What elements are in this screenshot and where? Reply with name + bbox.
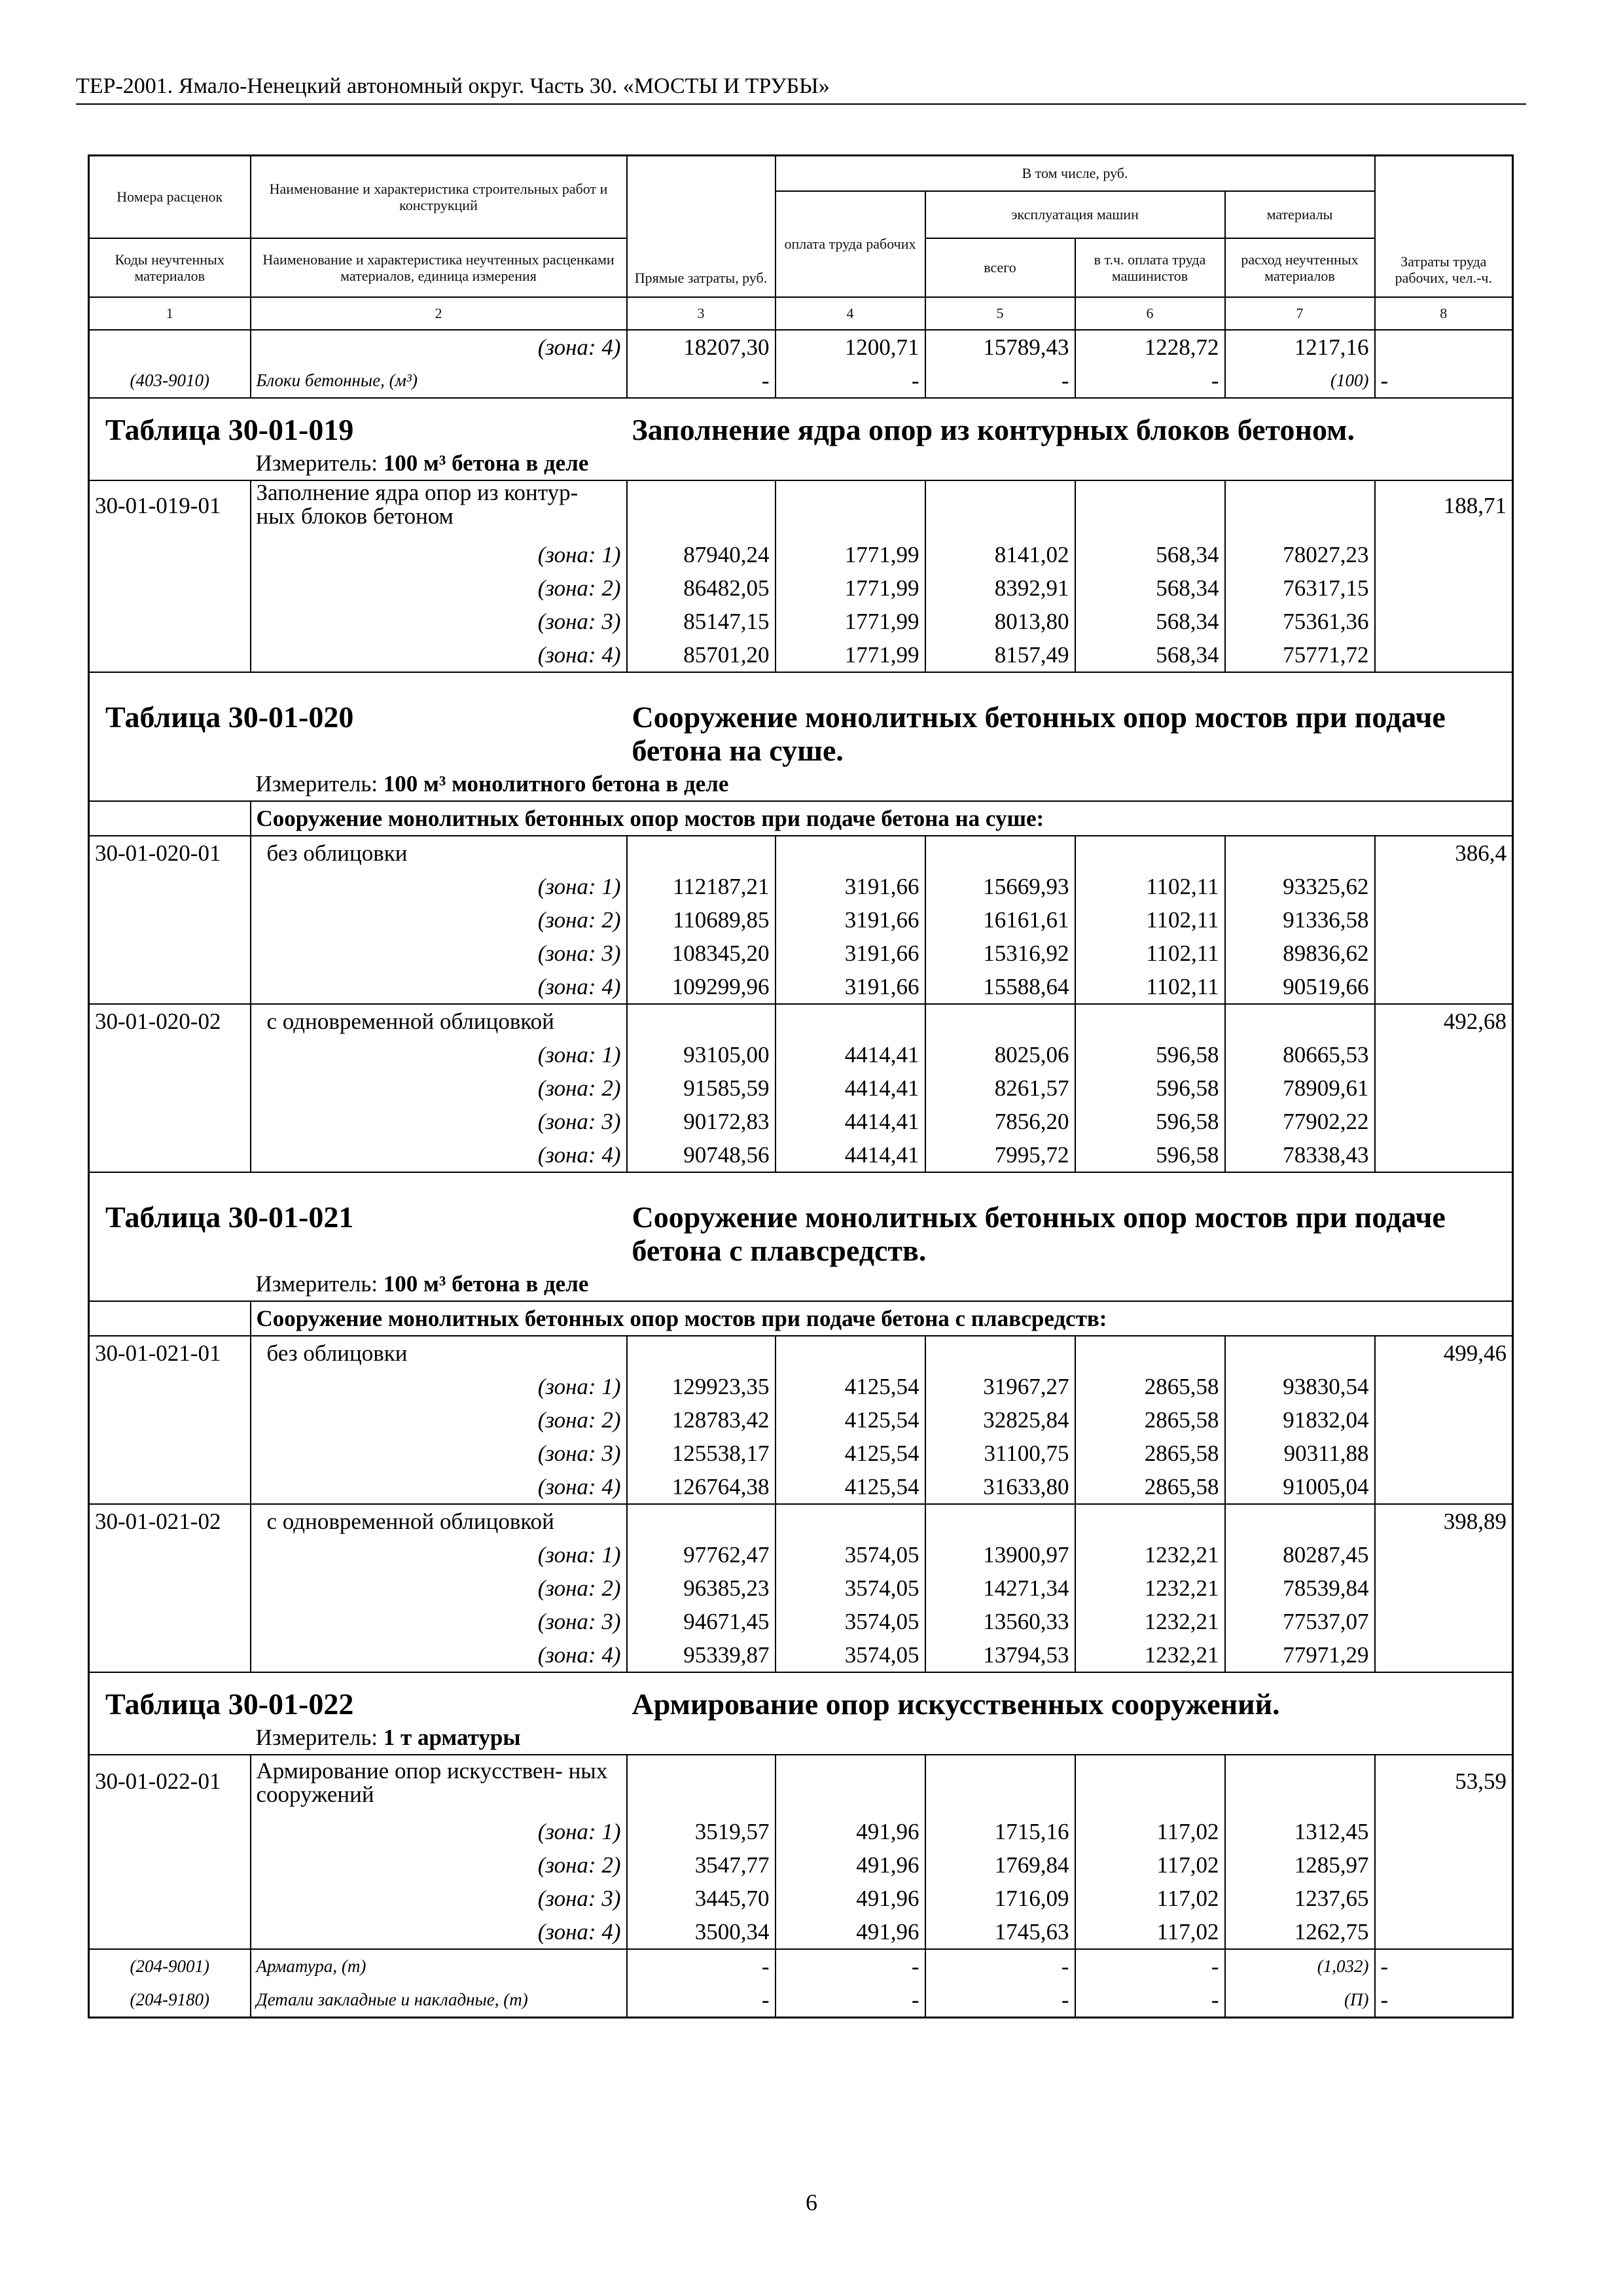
labor-value: 499,46 — [1375, 1336, 1513, 1370]
cell-value: (100) — [1225, 364, 1375, 398]
cell-value: 8157,49 — [925, 638, 1075, 672]
cell-value: - — [1075, 364, 1225, 398]
cell-value: 93105,00 — [627, 1038, 776, 1071]
cell-value: 1228,72 — [1075, 330, 1225, 364]
column-number: 3 — [627, 297, 776, 330]
cell-value: 4414,41 — [776, 1038, 925, 1071]
zone-label: (зона: 4) — [251, 1915, 627, 1949]
rate-code: 30-01-022-01 — [89, 1755, 251, 1815]
cell-value: 96385,23 — [627, 1571, 776, 1605]
cell-value: 3574,05 — [776, 1605, 925, 1638]
cell-value: 77902,22 — [1225, 1105, 1375, 1138]
cell-value: 77971,29 — [1225, 1638, 1375, 1672]
measure-row — [89, 446, 1513, 480]
table-title-row — [89, 1672, 1513, 1721]
zone-label: (зона: 3) — [251, 1882, 627, 1915]
cell-value: 2865,58 — [1075, 1470, 1225, 1504]
col2-bottom-header: Наименование и характеристика неучтенных расценками материалов, единица измерения — [251, 238, 627, 297]
table-title: Таблица 30-01-020 — [89, 672, 627, 767]
zone-row — [89, 1370, 1513, 1403]
cell-value: 85147,15 — [627, 605, 776, 638]
zone-label: (зона: 3) — [251, 937, 627, 970]
page-number: 6 — [806, 2189, 817, 2215]
cell-value: 596,58 — [1075, 1038, 1225, 1071]
col1-top-header: Номера расценок — [89, 156, 251, 238]
table-description: Заполнение ядра опор из контурных блоков бетоном. — [627, 398, 1513, 446]
table-title: Таблица 30-01-022 — [89, 1672, 627, 1721]
measure-label: Измеритель: — [255, 770, 378, 797]
cell-value: - — [1375, 1949, 1513, 1983]
cell-value: (1,032) — [1225, 1949, 1375, 1983]
cell-value: 125538,17 — [627, 1437, 776, 1470]
cell-value: 90311,88 — [1225, 1437, 1375, 1470]
cell-value: - — [925, 1949, 1075, 1983]
item-row — [89, 1336, 1513, 1370]
cell-value: 129923,35 — [627, 1370, 776, 1403]
cell-value: 3574,05 — [776, 1571, 925, 1605]
zone-row — [89, 870, 1513, 903]
zone-label: (зона: 1) — [251, 1038, 627, 1071]
cell-value: 31633,80 — [925, 1470, 1075, 1504]
resource-name: Детали закладные и накладные, (т) — [251, 1983, 627, 2018]
zone-label: (зона: 1) — [251, 870, 627, 903]
zone-row — [89, 571, 1513, 605]
zone-label: (зона: 3) — [251, 1605, 627, 1638]
zone-row — [89, 1638, 1513, 1672]
cell-value: 1232,21 — [1075, 1538, 1225, 1571]
cell-value: 2865,58 — [1075, 1403, 1225, 1437]
zone-row — [89, 605, 1513, 638]
measure-value: 100 м³ бетона в деле — [383, 1270, 589, 1297]
column-number: 4 — [776, 297, 925, 330]
measure-row — [89, 1721, 1513, 1755]
cell-value: 8261,57 — [925, 1071, 1075, 1105]
cell-value: 1745,63 — [925, 1915, 1075, 1949]
zone-row — [89, 1915, 1513, 1949]
section-row — [89, 801, 1513, 836]
resource-name: Арматура, (т) — [251, 1949, 627, 1983]
cell-value: - — [925, 1983, 1075, 2018]
direct-costs-header: Прямые затраты, руб. — [627, 156, 776, 297]
cell-value: 491,96 — [776, 1915, 925, 1949]
cell-value: 90748,56 — [627, 1138, 776, 1172]
cell-value: 89836,62 — [1225, 937, 1375, 970]
cell-value: 2865,58 — [1075, 1437, 1225, 1470]
cell-value: 1262,75 — [1225, 1915, 1375, 1949]
cell-value: 4414,41 — [776, 1071, 925, 1105]
rate-name: Заполнение ядра опор из контур- ных блоков бетоном — [251, 480, 627, 538]
cell-value: 91336,58 — [1225, 903, 1375, 937]
table-description: Сооружение монолитных бетонных опор мостов при подаче бетона с плавсредств. — [627, 1172, 1513, 1267]
unaccounted-header: расход неучтенных материалов — [1225, 238, 1375, 297]
zone-row — [89, 903, 1513, 937]
zone-label: (зона: 1) — [251, 538, 627, 571]
cell-value: 1217,16 — [1225, 330, 1375, 364]
measure — [251, 1267, 1513, 1301]
cell-value: 15316,92 — [925, 937, 1075, 970]
cell-value: 1200,71 — [776, 330, 925, 364]
cell-value: 78338,43 — [1225, 1138, 1375, 1172]
cell-value: 1102,11 — [1075, 870, 1225, 903]
zone-row — [89, 1038, 1513, 1071]
cell-value: 75361,36 — [1225, 605, 1375, 638]
item-row — [89, 1004, 1513, 1038]
cell-value: 15588,64 — [925, 970, 1075, 1004]
cell-value: 1285,97 — [1225, 1848, 1375, 1882]
zone-label: (зона: 2) — [251, 1848, 627, 1882]
cell-value: 1232,21 — [1075, 1571, 1225, 1605]
cell-value: 568,34 — [1075, 638, 1225, 672]
cell-value: 3519,57 — [627, 1815, 776, 1848]
cell-value: 15669,93 — [925, 870, 1075, 903]
cell-value: - — [627, 1983, 776, 2018]
cell-value: 3500,34 — [627, 1915, 776, 1949]
cell-value: 1771,99 — [776, 638, 925, 672]
measure-value: 1 т арматуры — [383, 1724, 521, 1750]
item-row — [89, 1755, 1513, 1815]
cell-value: - — [627, 1949, 776, 1983]
cell-value: 4125,54 — [776, 1470, 925, 1504]
cell-value: 117,02 — [1075, 1882, 1225, 1915]
cell-value: 596,58 — [1075, 1138, 1225, 1172]
zone-row — [89, 1105, 1513, 1138]
rate-code: 30-01-020-01 — [89, 836, 251, 870]
cell-value: 117,02 — [1075, 1848, 1225, 1882]
cell-value: (П) — [1225, 1983, 1375, 2018]
measure-label: Измеритель: — [255, 1270, 378, 1297]
cell-value: 4125,54 — [776, 1370, 925, 1403]
zone-row — [89, 970, 1513, 1004]
zone-label: (зона: 1) — [251, 1815, 627, 1848]
cell-value: 76317,15 — [1225, 571, 1375, 605]
cell-value: 491,96 — [776, 1815, 925, 1848]
cell-value: 91005,04 — [1225, 1470, 1375, 1504]
col1-bottom-header: Коды неучтенных материалов — [89, 238, 251, 297]
zone-label: (зона: 1) — [251, 1538, 627, 1571]
zone-row — [89, 1470, 1513, 1504]
zone-row — [89, 1538, 1513, 1571]
zone-label: (зона: 4) — [251, 1138, 627, 1172]
cell-value: 18207,30 — [627, 330, 776, 364]
cell-value: 85701,20 — [627, 638, 776, 672]
item-row — [89, 480, 1513, 538]
col2-top-header: Наименование и характеристика строительных работ и конструкций — [251, 156, 627, 238]
cell-value: 3191,66 — [776, 970, 925, 1004]
zone-label: (зона: 2) — [251, 1071, 627, 1105]
cell-value: 8013,80 — [925, 605, 1075, 638]
zone-row — [89, 1848, 1513, 1882]
cell-value: - — [776, 364, 925, 398]
resource-row — [89, 1949, 1513, 1983]
cell-value: - — [627, 364, 776, 398]
cell-value: 3445,70 — [627, 1882, 776, 1915]
cell-value: 1102,11 — [1075, 970, 1225, 1004]
table-title: Таблица 30-01-021 — [89, 1172, 627, 1267]
cell-value: 90172,83 — [627, 1105, 776, 1138]
table-row — [89, 330, 1513, 364]
cell-value: 128783,42 — [627, 1403, 776, 1437]
incl-header: В том числе, руб. — [776, 156, 1375, 191]
zone-label: (зона: 3) — [251, 1105, 627, 1138]
measure-row — [89, 767, 1513, 801]
measure-value: 100 м³ монолитного бетона в деле — [383, 770, 729, 797]
rate-code: 30-01-021-01 — [89, 1336, 251, 1370]
zone-row — [89, 1403, 1513, 1437]
zone-row — [89, 1571, 1513, 1605]
zone-row — [89, 1138, 1513, 1172]
table-title: Таблица 30-01-019 — [89, 398, 627, 446]
zone-label: (зона: 4) — [251, 330, 627, 364]
zone-label: (зона: 2) — [251, 1571, 627, 1605]
cell-value: 75771,72 — [1225, 638, 1375, 672]
cell-value: 80665,53 — [1225, 1038, 1375, 1071]
cell-value: 1716,09 — [925, 1882, 1075, 1915]
cell-value: - — [925, 364, 1075, 398]
rate-name: с одновременной облицовкой — [251, 1504, 627, 1538]
table-title-row — [89, 672, 1513, 767]
machines-total-header: всего — [925, 238, 1075, 297]
cell-value: 87940,24 — [627, 538, 776, 571]
table-title-row — [89, 398, 1513, 446]
cell-value: 3191,66 — [776, 870, 925, 903]
cell-value: 2865,58 — [1075, 1370, 1225, 1403]
zone-row — [89, 1815, 1513, 1848]
cell-value: 596,58 — [1075, 1105, 1225, 1138]
table-description: Армирование опор искусственных сооружений. — [627, 1672, 1513, 1721]
labor-header: Затраты труда рабочих, чел.-ч. — [1375, 156, 1513, 297]
cell-value: 1715,16 — [925, 1815, 1075, 1848]
cell-value: 93325,62 — [1225, 870, 1375, 903]
column-numbers-row — [89, 297, 1513, 330]
rate-code: 30-01-019-01 — [89, 480, 251, 538]
cell-value: 568,34 — [1075, 538, 1225, 571]
cell-value: 31100,75 — [925, 1437, 1075, 1470]
table-description: Сооружение монолитных бетонных опор мостов при подаче бетона на суше. — [627, 672, 1513, 767]
labor-value: 492,68 — [1375, 1004, 1513, 1038]
cell-value: 1771,99 — [776, 571, 925, 605]
cell-value: 108345,20 — [627, 937, 776, 970]
cell-value: - — [776, 1983, 925, 2018]
cell-value: 1771,99 — [776, 605, 925, 638]
cell-value: 568,34 — [1075, 605, 1225, 638]
cell-value: 126764,38 — [627, 1470, 776, 1504]
column-number: 2 — [251, 297, 627, 330]
cell-value: 3574,05 — [776, 1638, 925, 1672]
cell-value: 596,58 — [1075, 1071, 1225, 1105]
cell-value: 112187,21 — [627, 870, 776, 903]
cell-value: 14271,34 — [925, 1571, 1075, 1605]
zone-label: (зона: 4) — [251, 1470, 627, 1504]
cell-value: 13900,97 — [925, 1538, 1075, 1571]
cell-value: 109299,96 — [627, 970, 776, 1004]
zone-row — [89, 1071, 1513, 1105]
cell-value: 117,02 — [1075, 1815, 1225, 1848]
measure-label: Измеритель: — [255, 450, 378, 476]
cell-value: 95339,87 — [627, 1638, 776, 1672]
item-row — [89, 1504, 1513, 1538]
labor-value: 188,71 — [1375, 480, 1513, 538]
zone-label: (зона: 1) — [251, 1370, 627, 1403]
cell-value: 32825,84 — [925, 1403, 1075, 1437]
cell-value: 86482,05 — [627, 571, 776, 605]
cell-value: 3191,66 — [776, 903, 925, 937]
cell-value: 8141,02 — [925, 538, 1075, 571]
zone-row — [89, 1882, 1513, 1915]
cell-value: 4125,54 — [776, 1403, 925, 1437]
column-number: 7 — [1225, 297, 1375, 330]
cell-value: 491,96 — [776, 1848, 925, 1882]
cell-value: 1102,11 — [1075, 903, 1225, 937]
cell-value: 15789,43 — [925, 330, 1075, 364]
cell-value: 491,96 — [776, 1882, 925, 1915]
zone-row — [89, 1437, 1513, 1470]
cell-value: 1769,84 — [925, 1848, 1075, 1882]
table-body — [89, 330, 1513, 2018]
measure-label: Измеритель: — [255, 1724, 378, 1750]
resource-name: Блоки бетонные, (м³) — [251, 364, 627, 398]
section-title: Сооружение монолитных бетонных опор мостов при подаче бетона на суше: — [251, 801, 1513, 836]
item-row — [89, 836, 1513, 870]
cell-value: - — [1375, 1983, 1513, 2018]
rates-table — [88, 154, 1514, 2018]
cell-value: - — [1375, 364, 1513, 398]
zone-label: (зона: 2) — [251, 1403, 627, 1437]
cell-value: 93830,54 — [1225, 1370, 1375, 1403]
measure — [251, 1721, 1513, 1755]
zone-label: (зона: 3) — [251, 1437, 627, 1470]
cell-value: 1237,65 — [1225, 1882, 1375, 1915]
cell-value: 4414,41 — [776, 1105, 925, 1138]
page-header: ТЕР-2001. Ямало-Ненецкий автономный округ. Часть 30. «МОСТЫ И ТРУБЫ» — [76, 72, 1526, 105]
cell-value: 110689,85 — [627, 903, 776, 937]
cell-value: 4414,41 — [776, 1138, 925, 1172]
cell-value: 31967,27 — [925, 1370, 1075, 1403]
cell-value: 117,02 — [1075, 1915, 1225, 1949]
resource-row — [89, 1983, 1513, 2018]
cell-value: 91585,59 — [627, 1071, 776, 1105]
column-number: 8 — [1375, 297, 1513, 330]
cell-value: 1312,45 — [1225, 1815, 1375, 1848]
zone-row — [89, 1605, 1513, 1638]
zone-label: (зона: 4) — [251, 970, 627, 1004]
cell-value: 7995,72 — [925, 1138, 1075, 1172]
cell-value: 78539,84 — [1225, 1571, 1375, 1605]
table-header — [89, 156, 1513, 330]
cell-value: 1232,21 — [1075, 1605, 1225, 1638]
zone-label: (зона: 3) — [251, 605, 627, 638]
rate-name: Армирование опор искусствен- ных сооружений — [251, 1755, 627, 1815]
section-title: Сооружение монолитных бетонных опор мостов при подаче бетона с плавсредств: — [251, 1301, 1513, 1336]
section-row — [89, 1301, 1513, 1336]
cell-value: 91832,04 — [1225, 1403, 1375, 1437]
cell-value: - — [776, 1949, 925, 1983]
rate-name: без облицовки — [251, 836, 627, 870]
labor-pay-header: оплата труда рабочих — [776, 191, 925, 297]
cell-value: - — [1075, 1949, 1225, 1983]
zone-label: (зона: 2) — [251, 903, 627, 937]
zone-label: (зона: 4) — [251, 1638, 627, 1672]
column-number: 6 — [1075, 297, 1225, 330]
cell-value: 16161,61 — [925, 903, 1075, 937]
labor-value: 398,89 — [1375, 1504, 1513, 1538]
zone-label: (зона: 2) — [251, 571, 627, 605]
resource-code: (204-9001) — [89, 1949, 251, 1983]
cell-value: 13560,33 — [925, 1605, 1075, 1638]
resource-code: (204-9180) — [130, 1989, 209, 2009]
column-number: 5 — [925, 297, 1075, 330]
cell-value: 13794,53 — [925, 1638, 1075, 1672]
zone-row — [89, 937, 1513, 970]
cell-value: 7856,20 — [925, 1105, 1075, 1138]
cell-value: 90519,66 — [1225, 970, 1375, 1004]
rate-name: без облицовки — [251, 1336, 627, 1370]
rate-name: с одновременной облицовкой — [251, 1004, 627, 1038]
measure-value: 100 м³ бетона в деле — [383, 450, 589, 476]
cell-value: 3547,77 — [627, 1848, 776, 1882]
cell-value: 1232,21 — [1075, 1638, 1225, 1672]
rate-code: 30-01-021-02 — [89, 1504, 251, 1538]
cell-value: 78027,23 — [1225, 538, 1375, 571]
cell-value: 3191,66 — [776, 937, 925, 970]
cell-value: 80287,45 — [1225, 1538, 1375, 1571]
table-title-row — [89, 1172, 1513, 1267]
cell-value: 1771,99 — [776, 538, 925, 571]
zone-label: (зона: 4) — [251, 638, 627, 672]
resource-row — [89, 364, 1513, 398]
cell-value: 568,34 — [1075, 571, 1225, 605]
operators-header: в т.ч. оплата труда машинистов — [1075, 238, 1225, 297]
machines-header: эксплуатация машин — [925, 191, 1225, 238]
cell-value: 8025,06 — [925, 1038, 1075, 1071]
resource-code: (403-9010) — [130, 370, 209, 390]
cell-value: 8392,91 — [925, 571, 1075, 605]
labor-value: 53,59 — [1375, 1755, 1513, 1815]
labor-value: 386,4 — [1375, 836, 1513, 870]
cell-value: - — [1075, 1983, 1225, 2018]
cell-value: 3574,05 — [776, 1538, 925, 1571]
materials-header: материалы — [1225, 191, 1375, 238]
rate-code: 30-01-020-02 — [89, 1004, 251, 1038]
cell-value: 94671,45 — [627, 1605, 776, 1638]
cell-value: 4125,54 — [776, 1437, 925, 1470]
measure — [251, 446, 1513, 480]
cell-value: 1102,11 — [1075, 937, 1225, 970]
column-number: 1 — [89, 297, 251, 330]
zone-row — [89, 638, 1513, 672]
measure-row — [89, 1267, 1513, 1301]
cell-value: 77537,07 — [1225, 1605, 1375, 1638]
measure — [251, 767, 1513, 801]
cell-value: 97762,47 — [627, 1538, 776, 1571]
zone-row — [89, 538, 1513, 571]
cell-value: 78909,61 — [1225, 1071, 1375, 1105]
